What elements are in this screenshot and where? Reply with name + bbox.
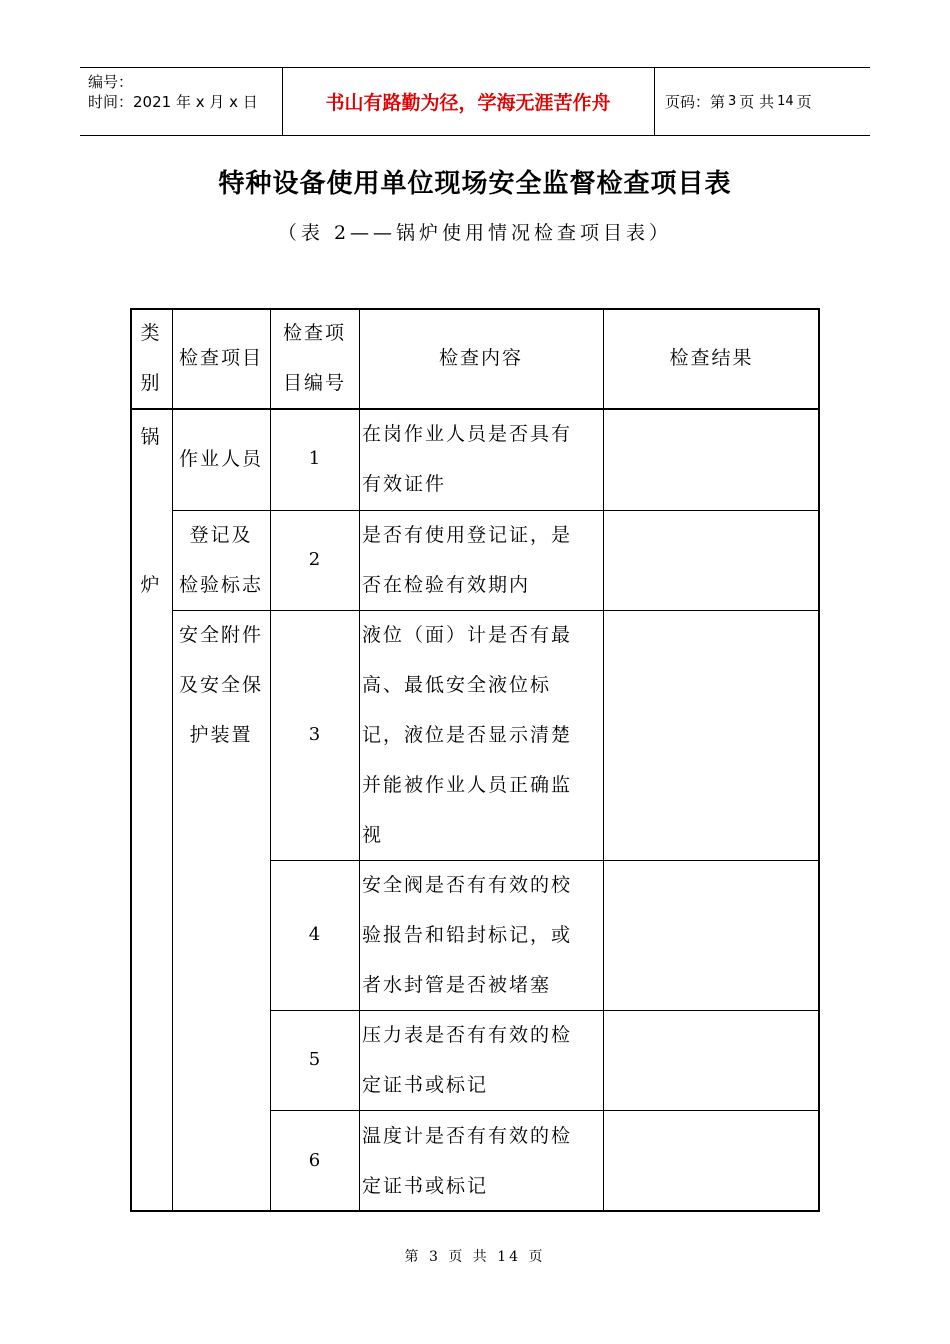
item-group-cell-text [179,610,263,760]
header-content [359,308,603,408]
header-code [270,308,359,408]
row-result-cell[interactable] [603,860,820,1010]
row-content-cell [359,408,603,510]
row-content-cell [359,1010,603,1110]
row-code-cell-line: 2 [308,549,321,570]
item-group-cell-text [179,434,263,484]
page-footer [0,1246,950,1266]
row-result-cell[interactable] [603,1110,820,1212]
page-prefix: 页码：第 [665,93,726,111]
row-code-cell [270,1010,359,1110]
row-content-cell-line: 是否有使用登记证，是 [362,524,573,546]
category-cell-text [140,560,161,610]
row-content-cell-text [362,409,572,509]
row-content-cell-text [362,860,572,1010]
category-cell [130,412,172,464]
row-content-cell-text [362,610,572,860]
row-code-cell [270,860,359,1010]
row-content-cell-line: 定证书或标记 [362,1175,489,1197]
row-content-cell-line: 压力表是否有有效的检 [362,1024,573,1046]
header-content-text [439,333,523,383]
row-content-cell-line: 安全阀是否有有效的校 [362,874,573,896]
header-code-text [283,308,346,408]
item-group-cell [172,408,270,510]
row-content-cell-line: 有效证件 [362,473,447,495]
header-category-line: 类 [140,322,162,344]
item-group-cell [172,510,270,610]
row-content-cell-line: 否在检验有效期内 [362,574,531,596]
date-text: 时间：2021 年 x 月 x 日 [88,93,258,111]
row-result-cell[interactable] [603,408,820,510]
serial-label: 编号： [88,73,134,91]
document-title: 特种设备使用单位现场安全监督检查项目表 [218,169,732,199]
header-meta [88,72,258,112]
row-result-cell[interactable] [603,1010,820,1110]
header-item-text [179,333,263,383]
category-cell-line: 炉 [140,574,162,596]
header-category [130,308,172,408]
row-content-cell-line: 者水封管是否被堵塞 [362,974,552,996]
page-current: 3 [728,94,737,109]
category-cell-line: 锅 [140,426,162,448]
row-content-cell [359,510,603,610]
item-group-cell-line: 护装置 [189,724,253,746]
row-content-cell-line: 并能被作业人员正确监 [362,774,573,796]
category-cell [130,560,172,612]
row-content-cell-line: 视 [362,824,384,846]
row-code-cell-line: 6 [308,1150,321,1171]
row-result-cell[interactable] [603,510,820,610]
row-code-cell-text [309,910,320,960]
header-result-text [669,333,753,383]
header-code-line: 检查项 [282,322,346,344]
row-code-cell-text [309,535,320,585]
row-content-cell [359,610,603,860]
row-code-cell [270,510,359,610]
row-result-cell[interactable] [603,610,820,860]
header-page-info [665,68,812,135]
header-category-line: 别 [140,372,162,394]
document-header [80,67,870,136]
item-group-cell [172,610,270,1212]
item-group-cell-line: 检验标志 [178,574,263,596]
page-mid: 页 共 [739,93,775,111]
item-group-cell-line: 安全附件 [178,624,263,646]
footer-mid: 页 共 [448,1249,490,1265]
row-content-cell-text [362,1111,572,1211]
footer-suffix: 页 [528,1249,546,1265]
header-item [172,308,270,408]
row-content-cell-line: 温度计是否有有效的检 [362,1125,573,1147]
row-code-cell-text [309,1035,320,1085]
item-group-cell-line: 及安全保 [178,674,263,696]
row-code-cell-text [309,710,320,760]
row-code-cell-text [309,434,320,484]
row-content-cell-line: 定证书或标记 [362,1074,489,1096]
header-divider [654,68,655,135]
page-suffix: 页 [796,93,812,111]
row-content-cell-text [362,1010,572,1110]
header-motto: 书山有路勤为径，学海无涯苦作舟 [325,92,611,114]
row-content-cell [359,1110,603,1212]
row-content-cell-line: 在岗作业人员是否具有 [362,423,573,445]
row-code-cell-text [309,1136,320,1186]
footer-total: 14 [497,1249,522,1265]
row-code-cell-line: 1 [308,448,321,469]
page-total: 14 [777,94,794,109]
inspection-table [130,308,820,1212]
item-group-cell-line: 作业人员 [178,448,263,470]
row-code-cell-line: 5 [308,1049,321,1070]
row-code-cell [270,408,359,510]
row-content-cell-line: 高、最低安全液位标 [362,674,552,696]
footer-prefix: 第 [404,1249,422,1265]
row-content-cell [359,860,603,1010]
item-group-cell-line: 登记及 [189,524,253,546]
row-content-cell-text [362,510,572,610]
row-content-cell-line: 液位（面）计是否有最 [362,624,573,646]
header-result [603,308,820,408]
row-content-cell-line: 记，液位是否显示清楚 [362,724,573,746]
row-code-cell-line: 4 [308,924,321,945]
footer-current: 3 [428,1249,441,1265]
document-subtitle: （表 2——锅炉使用情况检查项目表） [277,222,673,244]
header-code-line: 目编号 [282,372,346,394]
header-result-line: 检查结果 [669,347,754,369]
row-code-cell [270,1110,359,1212]
header-category-text [140,308,161,408]
row-code-cell [270,610,359,860]
header-content-line: 检查内容 [438,347,523,369]
row-content-cell-line: 验报告和铅封标记，或 [362,924,573,946]
header-item-line: 检查项目 [178,347,263,369]
category-cell-text [140,412,161,462]
item-group-cell-text [179,510,263,610]
row-code-cell-line: 3 [308,724,321,745]
